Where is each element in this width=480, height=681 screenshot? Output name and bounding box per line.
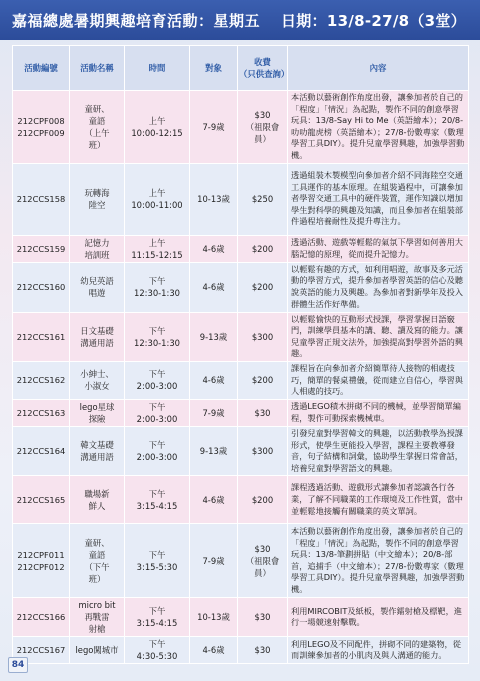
row-description: 利用LEGO及不同配件，拼砌不同的建築物，從而訓練參加者的小肌肉及與人溝通的能力。 <box>288 637 469 664</box>
row-code: 212CPF008 212CPF009 <box>13 91 70 164</box>
row-name: 幼兒英語 唱遊 <box>70 262 125 312</box>
row-code: 212CCS162 <box>13 361 70 399</box>
row-code: 212CCS163 <box>13 399 70 426</box>
row-description: 本活動以藝術創作角度出發，讓參加者於自己的「程度」「情況」為起點，製作不同的創意學習玩具：13/8-Say Hi to Me（英語繪本）；20/8-叻叻龍虎榜（英語繪本）；27/8-份數專家（數理學習工具DIY）。提升兒童學習興趣，加強學習動機。 <box>288 91 469 164</box>
row-code: 212CCS159 <box>13 235 70 262</box>
row-description: 本活動以藝術創作角度出發，讓參加者於自己的「程度」「情況」為起點，製作不同的創意學習玩具：13/8-筆劃拼貼（中文繪本）；20/8-部首，追捕手（中文繪本）；27/8-份數專家（數理學習工具DIY）。提升兒童學習興趣，加強學習動機。 <box>288 524 469 598</box>
row-fee: $30 <box>238 399 288 426</box>
row-time: 下午 2:00-3:00 <box>125 361 190 399</box>
row-code: 212CCS164 <box>13 426 70 475</box>
header-content: 內容 <box>288 46 469 91</box>
row-target: 7-9歲 <box>190 91 238 164</box>
row-fee: $30 （祖限會 員） <box>238 524 288 598</box>
row-name: 童研、 童語 （下午 班） <box>70 524 125 598</box>
row-target: 10-13歲 <box>190 598 238 637</box>
row-target: 9-13歲 <box>190 426 238 475</box>
row-fee: $200 <box>238 476 288 524</box>
row-code: 212CCS158 <box>13 163 70 235</box>
row-name: 職場新 鮮人 <box>70 476 125 524</box>
table-row <box>13 426 469 475</box>
header-code: 活動編號 <box>13 46 70 91</box>
row-target: 4-6歲 <box>190 637 238 664</box>
table-row <box>13 312 469 361</box>
row-time: 下午 3:15-4:15 <box>125 476 190 524</box>
row-target: 4-6歲 <box>190 361 238 399</box>
row-description: 以輕鬆愉快的互動形式授課，學習掌握日語竅門，訓練學員基本的講、聽、讀及寫的能力。讓兒童學習正規文法外，加強提高對學習外語的興趣。 <box>288 312 469 361</box>
row-description: 以輕鬆有趣的方式，如利用唱遊，故事及多元活動的學習方式，提升參加者學習英語的信心及聽說英語的能力及興趣。為參加者對新學年及投入群體生活作好準備。 <box>288 262 469 312</box>
row-code: 212CPF011 212CPF012 <box>13 524 70 598</box>
row-code: 212CCS167 <box>13 637 70 664</box>
row-code: 212CCS165 <box>13 476 70 524</box>
row-name: lego闖城市 <box>70 637 125 664</box>
row-time: 下午 2:00-3:00 <box>125 426 190 475</box>
row-target: 7-9歲 <box>190 524 238 598</box>
row-time: 下午 4:30-5:30 <box>125 637 190 664</box>
table-row <box>13 361 469 399</box>
row-fee: $300 <box>238 312 288 361</box>
date-range: 日期：13/8-27/8（3堂） <box>280 11 466 30</box>
row-description: 利用MIRCOBIT及紙板，製作鐳射槍及標靶，進行一場競速射擊戰。 <box>288 598 469 637</box>
row-time: 下午 2:00-3:00 <box>125 399 190 426</box>
row-code: 212CCS161 <box>13 312 70 361</box>
row-fee: $30 <box>238 598 288 637</box>
row-description: 課程旨在向參加者介紹簡單待人接物的相處技巧，簡單的餐桌禮儀，從而建立自信心，學習與人相處的技巧。 <box>288 361 469 399</box>
row-target: 10-13歲 <box>190 163 238 235</box>
row-fee: $200 <box>238 361 288 399</box>
table-row <box>13 235 469 262</box>
table-row <box>13 598 469 637</box>
table-row <box>13 262 469 312</box>
row-name: 小紳士、 小淑女 <box>70 361 125 399</box>
row-fee: $250 <box>238 163 288 235</box>
header-fee: 收費 （只供查詢） <box>238 46 288 91</box>
row-time: 下午 12:30-1:30 <box>125 312 190 361</box>
row-code: 212CCS160 <box>13 262 70 312</box>
row-name: lego星球 探險 <box>70 399 125 426</box>
activity-table <box>12 45 469 664</box>
table-header-row <box>13 46 469 91</box>
row-name: micro bit 再戰雷 射槍 <box>70 598 125 637</box>
row-time: 上午 10:00-11:00 <box>125 163 190 235</box>
table-row <box>13 91 469 164</box>
header-banner <box>0 0 480 40</box>
row-fee: $30 （祖限會 員） <box>238 91 288 164</box>
header-target: 對象 <box>190 46 238 91</box>
row-fee: $200 <box>238 262 288 312</box>
row-description: 引發兒童對學習韓文的興趣，以活動教學為授課形式，使學生更能投入學習，課程主要教導發音，句子結構和詞彙，協助學生掌握日常會話，培養兒童對學習語文的興趣。 <box>288 426 469 475</box>
header-time: 時間 <box>125 46 190 91</box>
row-name: 日文基礎 溝通用語 <box>70 312 125 361</box>
table-row <box>13 637 469 664</box>
row-target: 9-13歲 <box>190 312 238 361</box>
row-name: 童研、 童語 （上午 班） <box>70 91 125 164</box>
row-description: 課程透過活動、遊戲形式讓參加者認識各行各業，了解不同職業的工作環境及工作性質，當中並輕鬆地接觸有關職業的英文單詞。 <box>288 476 469 524</box>
row-target: 4-6歲 <box>190 262 238 312</box>
row-fee: $300 <box>238 426 288 475</box>
row-time: 上午 11:15-12:15 <box>125 235 190 262</box>
page-title: 嘉福總處暑期興趣培育活動：星期五 <box>12 11 261 30</box>
row-fee: $30 <box>238 637 288 664</box>
row-description: 透過LEGO積木拼砌不同的機械，並學習簡單編程，製作可動探索機械車。 <box>288 399 469 426</box>
page-number: 84 <box>8 657 28 673</box>
table-row <box>13 476 469 524</box>
row-target: 7-9歲 <box>190 399 238 426</box>
table-row <box>13 524 469 598</box>
row-description: 透過活動、遊戲等輕鬆的氣氛下學習如何善用大腦記憶的原理，從而提升記憶力。 <box>288 235 469 262</box>
row-time: 下午 12:30-1:30 <box>125 262 190 312</box>
row-name: 韓文基礎 溝通用語 <box>70 426 125 475</box>
row-code: 212CCS166 <box>13 598 70 637</box>
row-name: 記憶力 培訓班 <box>70 235 125 262</box>
row-target: 4-6歲 <box>190 476 238 524</box>
row-time: 下午 3:15-5:30 <box>125 524 190 598</box>
row-name: 玩轉海 陸空 <box>70 163 125 235</box>
row-time: 上午 10:00-12:15 <box>125 91 190 164</box>
table-row <box>13 163 469 235</box>
table-row <box>13 399 469 426</box>
row-time: 下午 3:15-4:15 <box>125 598 190 637</box>
row-fee: $200 <box>238 235 288 262</box>
row-description: 透過組裝木製模型向參加者介紹不同海陸空交通工具運作的基本原理。在組裝過程中，可讓參加者學習交通工具中的硬件裝置，運作知識以增加學生對科學的興趣及知識，而且參加者在組裝部件過程培養耐性及提升專注力。 <box>288 163 469 235</box>
header-name: 活動名稱 <box>70 46 125 91</box>
row-target: 4-6歲 <box>190 235 238 262</box>
